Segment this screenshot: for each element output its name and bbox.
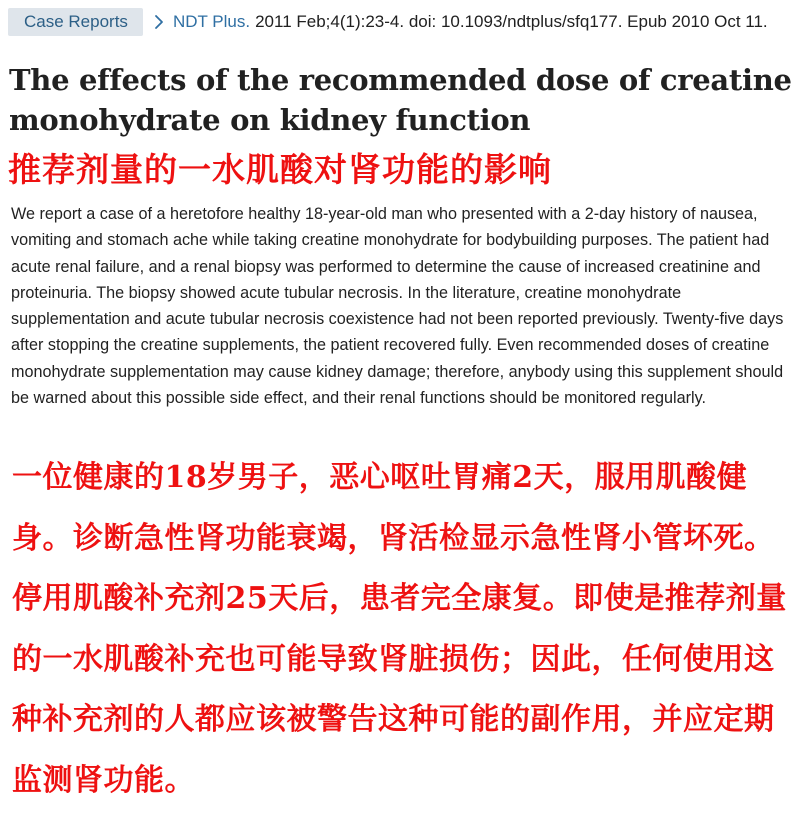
article-title-chinese: 推荐剂量的一水肌酸对肾功能的影响 — [8, 150, 552, 189]
article-type-badge[interactable]: Case Reports — [8, 8, 143, 36]
article-meta — [8, 8, 768, 36]
abstract-text: We report a case of a heretofore healthy 18-year-old man who presented with a 2-day history of nausea, vomiting and stomach ache while taking creatine monohydrate for bodybuilding purposes. The patient had acute renal failure, and a renal biopsy was performed to determine the cause of increased creatinine and proteinuria. The biopsy showed acute tubular necrosis. In the literature, creatine monohydrate supplementation and acute tubular necrosis coexistence had not been reported previously. Twenty-five days after stopping the creatine supplements, the patient recovered fully. Even recommended doses of creatine monohydrate supplementation may cause kidney damage; therefore, anybody using this supplement should be warned about this possible side effect, and their renal functions should be monitored regularly. — [11, 205, 784, 408]
summary-chinese: 一位健康的18岁男子，恶心呕吐胃痛2天，服用肌酸健身。诊断急性肾功能衰竭，肾活检显示急性肾小管坏死。停用肌酸补充剂25天后，患者完全康复。即使是推荐剂量的一水肌酸补充也可能导致肾脏损伤；因此，任何使用这种补充剂的人都应该被警告这种可能的副作用，并应定期监测肾功能。 — [12, 460, 787, 798]
citation-text: 2011 Feb;4(1):23-4. doi: 10.1093/ndtplus/sfq177. Epub 2010 Oct 11. — [255, 12, 768, 31]
chevron-right-icon — [153, 8, 171, 36]
journal-link[interactable]: NDT Plus. — [172, 12, 251, 31]
article-title: The effects of the recommended dose of creatine monohydrate on kidney function — [9, 63, 792, 137]
